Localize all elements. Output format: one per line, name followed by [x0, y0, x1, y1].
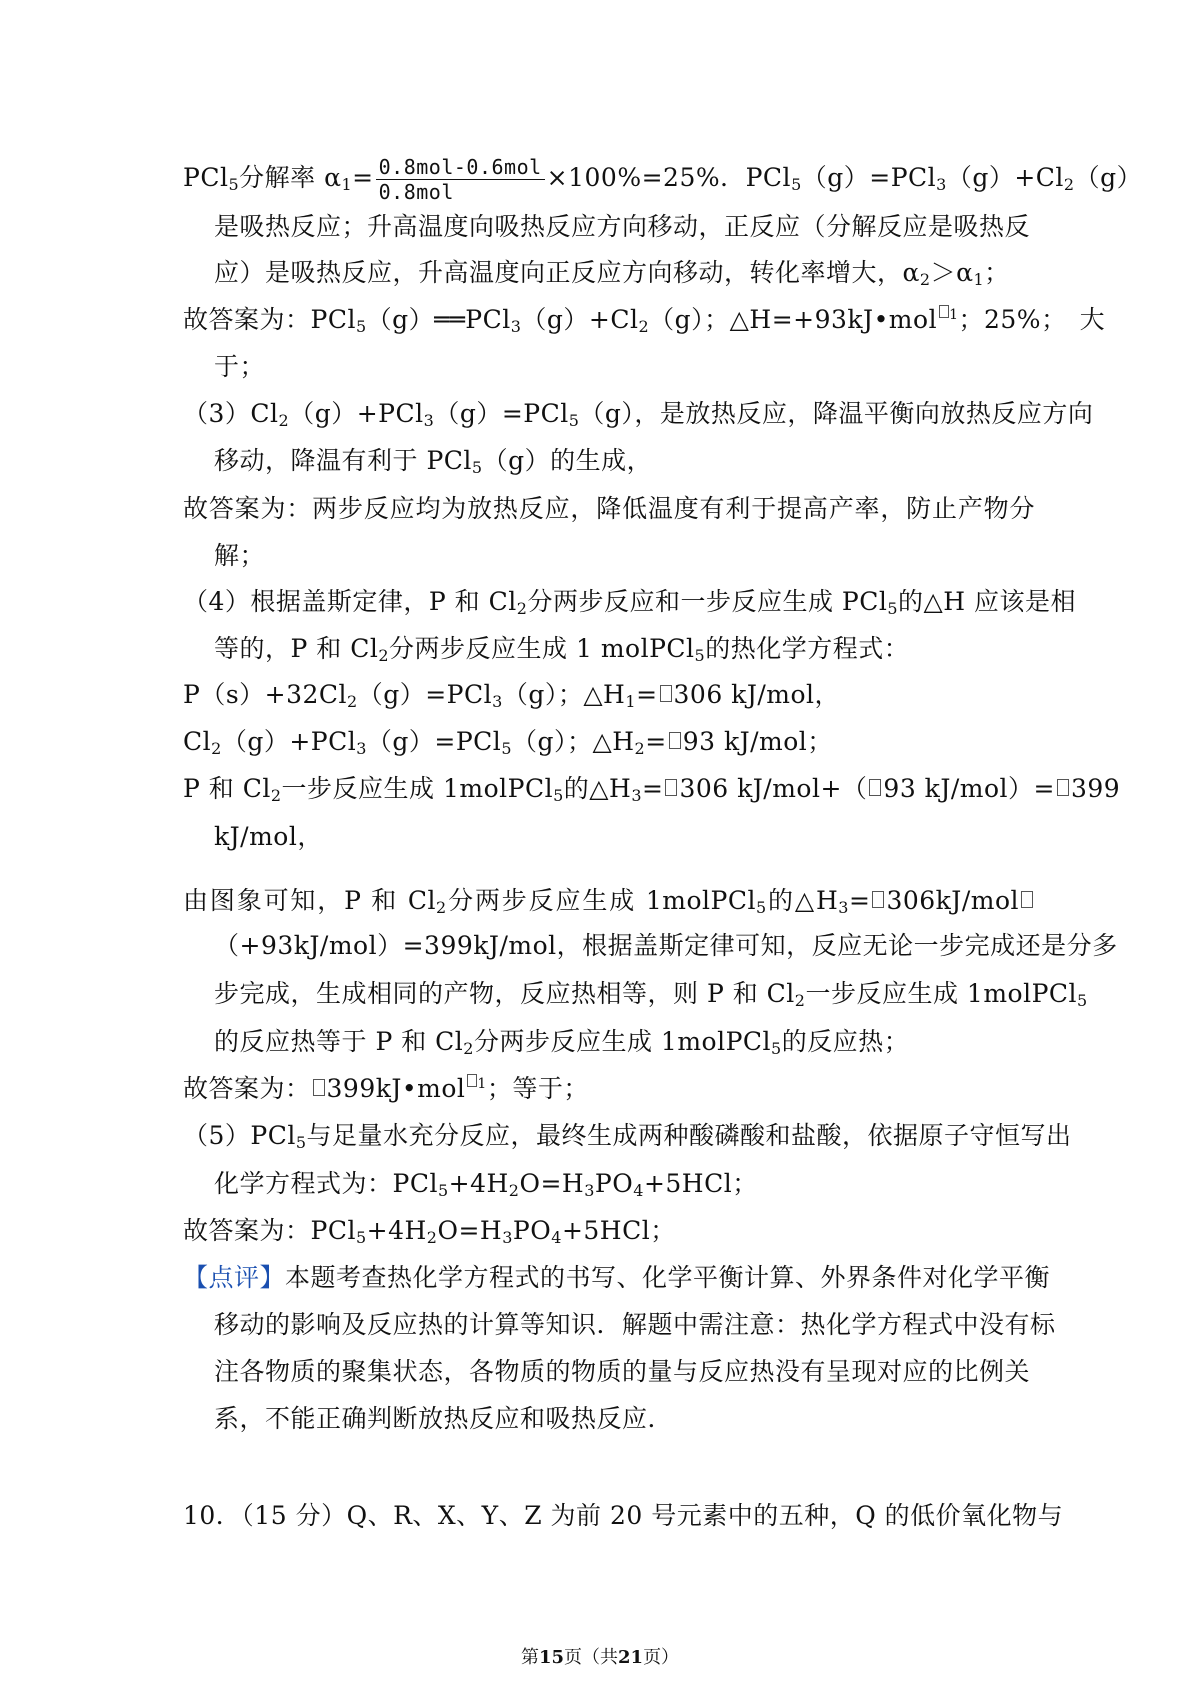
missing-glyph-box — [872, 891, 884, 908]
text: 第 — [520, 1647, 539, 1668]
text: 页） — [643, 1647, 680, 1668]
text: 与足量水充分反应，最终生成两种酸磷酸和盐酸，依据原子守恒写出 — [306, 1121, 1072, 1150]
subscript: 3 — [936, 175, 947, 194]
text: （3）Cl — [183, 399, 279, 428]
missing-glyph-box — [669, 732, 681, 749]
text: 的反应热等于 P 和 Cl — [214, 1027, 464, 1056]
text: 故答案为：PCl — [183, 1216, 356, 1245]
subscript: 5 — [437, 1181, 449, 1200]
text-line — [0, 585, 1077, 619]
text-line — [0, 155, 1143, 204]
text: 分两步反应生成 1 molPCl — [389, 634, 695, 663]
text-line — [0, 678, 1200, 712]
text: kJ/mol， — [214, 822, 323, 851]
text-line — [0, 444, 1200, 478]
missing-glyph-box — [665, 779, 677, 796]
subscript: 3 — [584, 1181, 595, 1200]
text-line — [0, 725, 1200, 759]
subscript: 3 — [502, 1228, 513, 1247]
subscript: 2 — [278, 411, 290, 430]
text: 的热化学方程式： — [705, 634, 910, 663]
text: （g）；△H — [502, 680, 626, 709]
text: 由图象可知，P 和 Cl — [183, 886, 437, 915]
text: 注各物质的聚集状态，各物质的物质的量与反应热没有呈现对应的比例关 — [214, 1357, 1031, 1386]
text: +4H — [366, 1216, 427, 1245]
subscript: 5 — [355, 1228, 367, 1247]
text: 的△H — [563, 774, 632, 803]
total-pages: 21 — [618, 1647, 644, 1668]
subscript: 3 — [510, 317, 522, 336]
text: （g）=PCl — [434, 399, 569, 428]
text-line — [0, 303, 1106, 337]
subscript: 2 — [463, 1039, 474, 1058]
text-line — [0, 492, 1035, 526]
missing-glyph-box — [660, 685, 672, 702]
subscript: 5 — [694, 646, 706, 665]
review-label: 【点评】 — [183, 1263, 286, 1292]
question-heading — [0, 1499, 1064, 1533]
text: （g）+PCl — [221, 727, 357, 756]
text-line — [0, 929, 1200, 963]
text-line — [0, 1025, 1200, 1059]
text-line — [0, 1355, 1200, 1389]
text: （g） — [1074, 163, 1143, 192]
text: 应）是吸热反应，升高温度向正反应方向移动，转化率增大，α — [214, 258, 920, 287]
text: 故答案为：PCl — [183, 305, 356, 334]
text: ＞α — [930, 258, 974, 287]
subscript: 2 — [794, 991, 806, 1010]
subscript: 5 — [228, 175, 240, 194]
text-line — [0, 350, 1200, 384]
text-line — [0, 772, 1121, 806]
text: （g）；△H — [512, 727, 635, 756]
subscript: 3 — [631, 786, 642, 805]
missing-glyph-box — [313, 1079, 325, 1096]
text: 移动的影响及反应热的计算等知识．解题中需注意：热化学方程式中没有标 — [214, 1310, 1056, 1339]
text: 移动，降温有利于 PCl — [214, 446, 472, 475]
subscript: 5 — [568, 411, 580, 430]
text: ；等于； — [486, 1074, 589, 1103]
subscript: 3 — [492, 692, 503, 711]
subscript: 2 — [378, 646, 390, 665]
text: 等的，P 和 Cl — [214, 634, 379, 663]
missing-glyph-box — [939, 305, 949, 318]
text: 分两步反应生成 1molPCl — [446, 886, 756, 915]
text: 分解率 α — [239, 163, 342, 192]
subscript: 2 — [634, 739, 646, 758]
text: 化学方程式为：PCl — [214, 1169, 438, 1198]
text: 本题考查热化学方程式的书写、化学平衡计算、外界条件对化学平衡 — [285, 1263, 1051, 1292]
text: （g）=PCl — [366, 727, 502, 756]
text: 的反应热； — [781, 1027, 910, 1056]
missing-glyph-box — [869, 779, 881, 796]
text: +4H — [448, 1169, 509, 1198]
text-line — [0, 1119, 1072, 1153]
subscript: 5 — [791, 175, 802, 194]
superscript: 1 — [477, 1076, 487, 1092]
subscript: 5 — [1077, 991, 1088, 1010]
subscript: 2 — [919, 270, 931, 289]
missing-glyph-box — [467, 1074, 477, 1087]
text: （5）PCl — [183, 1121, 296, 1150]
text: 93 kJ/mol）= — [883, 774, 1055, 803]
text: 93 kJ/mol； — [682, 727, 833, 756]
subscript: 5 — [471, 458, 483, 477]
superscript: 1 — [949, 307, 959, 323]
text-line — [0, 397, 1094, 431]
text: （g）=PCl — [357, 680, 493, 709]
subscript: 5 — [295, 1133, 307, 1152]
subscript: 3 — [838, 898, 849, 917]
text: O=H — [519, 1169, 585, 1198]
text: 306 kJ/mol+（ — [679, 774, 868, 803]
text: = — [848, 886, 871, 915]
text: Cl — [183, 727, 212, 756]
fraction — [376, 155, 545, 204]
text: （g）+PCl — [289, 399, 424, 428]
text: 一步反应生成 1molPCl — [805, 979, 1078, 1008]
page-number: 15 — [538, 1647, 564, 1668]
subscript: 2 — [211, 739, 222, 758]
text-line — [0, 820, 1200, 854]
text: （+93kJ/mol）=399kJ/mol，根据盖斯定律可知，反应无论一步完成还是分多 — [214, 931, 1118, 960]
subscript: 5 — [355, 317, 367, 336]
subscript: 2 — [638, 317, 650, 336]
text: （g）+Cl — [521, 305, 639, 334]
text-line — [0, 1167, 1200, 1201]
text: ； — [984, 258, 1010, 287]
text: = — [642, 774, 664, 803]
text-line — [0, 256, 1200, 290]
subscript: 2 — [508, 1181, 520, 1200]
text: 399 — [1070, 774, 1121, 803]
text: 10．（15 分）Q、R、X、Y、Z 为前 20 号元素中的五种，Q 的低价氧化物与 — [183, 1501, 1064, 1530]
text: 的△H — [766, 886, 839, 915]
text: 一步反应生成 1molPCl — [281, 774, 554, 803]
text: （g）══PCl — [366, 305, 511, 334]
text: P（s）+32Cl — [183, 680, 348, 709]
subscript: 2 — [516, 599, 528, 618]
text: = — [636, 680, 658, 709]
text: 分两步反应和一步反应生成 PCl — [527, 587, 888, 616]
subscript: 5 — [771, 1039, 782, 1058]
text: （g）=PCl — [801, 163, 937, 192]
page-footer — [0, 1645, 1200, 1671]
text: O=H — [437, 1216, 503, 1245]
text: 306 kJ/mol， — [673, 680, 841, 709]
text: PO — [594, 1169, 634, 1198]
subscript: 1 — [625, 692, 637, 711]
text-line — [0, 1308, 1200, 1342]
text: = — [645, 727, 667, 756]
text: 解； — [214, 541, 266, 570]
text: ；25%； 大 — [958, 305, 1106, 334]
subscript: 2 — [436, 898, 447, 917]
subscript: 1 — [973, 270, 985, 289]
fraction-denominator: 0.8mol — [378, 180, 454, 204]
text: P 和 Cl — [183, 774, 271, 803]
text-line — [0, 977, 1200, 1011]
subscript: 5 — [756, 898, 767, 917]
text: 系，不能正确判断放热反应和吸热反应． — [214, 1404, 674, 1433]
text-line — [0, 884, 1035, 918]
subscript: 1 — [341, 175, 353, 194]
text-line — [0, 210, 1200, 244]
subscript: 2 — [426, 1228, 438, 1247]
text: （g）的生成， — [482, 446, 653, 475]
text: +5HCl； — [561, 1216, 676, 1245]
text: = — [352, 163, 374, 192]
text: PCl — [183, 163, 229, 192]
text: PO — [512, 1216, 552, 1245]
fraction-numerator: 0.8mol-0.6mol — [376, 155, 545, 180]
text: （4）根据盖斯定律，P 和 Cl — [183, 587, 517, 616]
text: 的△H 应该是相 — [898, 587, 1077, 616]
subscript: 5 — [553, 786, 564, 805]
text: （g），是放热反应，降温平衡向放热反应方向 — [579, 399, 1094, 428]
missing-glyph-box — [1021, 891, 1033, 908]
text: +5HCl； — [643, 1169, 758, 1198]
text: 故答案为：两步反应均为放热反应，降低温度有利于提高产率，防止产物分 — [183, 494, 1035, 523]
text: 306kJ/mol — [886, 886, 1020, 915]
text: 页（共 — [564, 1647, 618, 1668]
text: 于； — [214, 352, 266, 381]
text-line — [0, 1402, 1200, 1436]
text: 399kJ•mol — [326, 1074, 466, 1103]
text: ×100%=25%．PCl — [546, 163, 792, 192]
text: （g）+Cl — [946, 163, 1064, 192]
missing-glyph-box — [1057, 779, 1069, 796]
subscript: 3 — [423, 411, 435, 430]
text: 故答案为： — [183, 1074, 311, 1103]
subscript: 2 — [270, 786, 282, 805]
text: 是吸热反应；升高温度向吸热反应方向移动，正反应（分解反应是吸热反 — [214, 212, 1031, 241]
subscript: 5 — [887, 599, 899, 618]
subscript: 2 — [347, 692, 358, 711]
subscript: 4 — [633, 1181, 644, 1200]
text-line — [0, 1261, 1051, 1295]
subscript: 5 — [501, 739, 512, 758]
subscript: 2 — [1063, 175, 1075, 194]
subscript: 3 — [356, 739, 367, 758]
text-line — [0, 1072, 1200, 1106]
text-line — [0, 539, 1200, 573]
text: 分两步反应生成 1molPCl — [473, 1027, 772, 1056]
text-line — [0, 1214, 1200, 1248]
text-line — [0, 632, 1200, 666]
subscript: 4 — [551, 1228, 562, 1247]
text: 步完成，生成相同的产物，反应热相等，则 P 和 Cl — [214, 979, 795, 1008]
text: （g）；△H=+93kJ•mol — [649, 305, 938, 334]
